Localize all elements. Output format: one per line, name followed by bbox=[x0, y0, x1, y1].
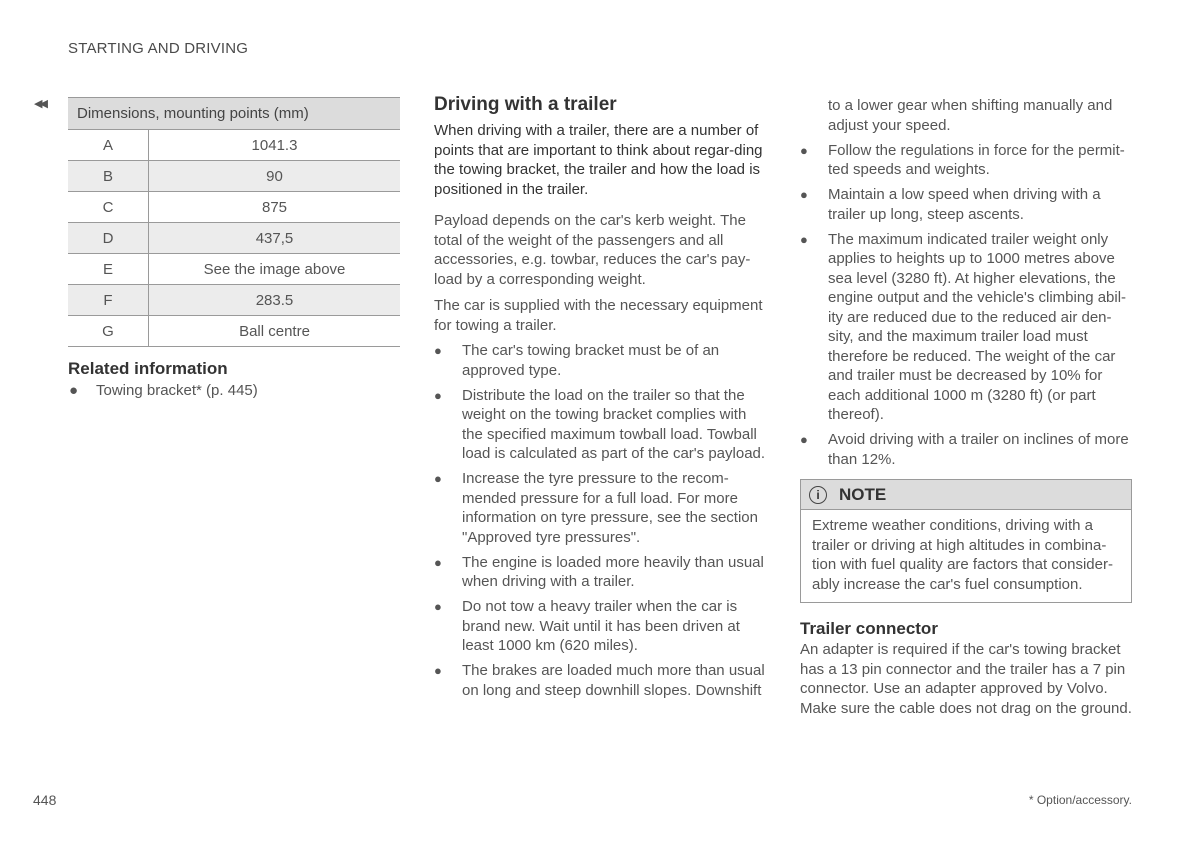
bullet-icon: ● bbox=[69, 382, 79, 399]
right-column bbox=[800, 96, 1132, 718]
table-row bbox=[68, 316, 400, 347]
payload-paragraph: Payload depends on the car's kerb weight. The total of the weight of the passengers and all accessories, e.g. towbar, reduces the car's pay-load by a corresponding weight. bbox=[434, 212, 751, 288]
related-info-title: Related information bbox=[68, 359, 228, 378]
page-number: 448 bbox=[33, 792, 57, 808]
row-key: G bbox=[68, 316, 149, 347]
list-item: ● The brakes are loaded much more than usual on long and steep downhill slopes. Downshift bbox=[434, 662, 765, 699]
table-row bbox=[68, 254, 400, 285]
bullet-icon: ● bbox=[434, 663, 442, 678]
row-key: B bbox=[68, 161, 149, 192]
bullet-icon: ● bbox=[800, 187, 808, 202]
equipment-paragraph: The car is supplied with the necessary equipment for towing a trailer. bbox=[434, 297, 763, 334]
row-value: 875 bbox=[149, 192, 401, 223]
table-row bbox=[68, 192, 400, 223]
section-header: STARTING AND DRIVING bbox=[68, 40, 249, 57]
left-column bbox=[68, 97, 400, 399]
section-title: Driving with a trailer bbox=[434, 94, 617, 115]
note-header bbox=[801, 480, 1131, 510]
info-icon: i bbox=[809, 486, 827, 504]
list-item: ● The maximum indicated trailer weight only applies to heights up to 1000 metres above sea level (3280 ft). At higher elevations, the engine output and the vehicle's climbing abil-ity are reduced due to the reduced air den-sity, and the maximum trailer load must therefore be reduced. The weight of the car and trailer must be decreased by 10% for each additional 1000 m (3280 ft) (or part thereof). bbox=[800, 230, 1127, 423]
trailer-connector-paragraph: An adapter is required if the car's towing bracket has a 13 pin connector and the trailer has a 7 pin connector. Use an adapter approved by Volvo. Make sure the cable does not drag on the ground. bbox=[800, 641, 1132, 717]
table-row bbox=[68, 161, 400, 192]
intro-paragraph: When driving with a trailer, there are a number of points that are important to think about regar-ding the towing bracket, the trailer and how the load is positioned in the trailer. bbox=[434, 122, 763, 198]
bullet-icon: ● bbox=[800, 231, 808, 247]
list-item: ● The engine is loaded more heavily than usual when driving with a trailer. bbox=[434, 553, 764, 590]
footnote: * Option/accessory. bbox=[1028, 793, 1132, 807]
bullet-icon: ● bbox=[800, 432, 808, 447]
related-link-towing-bracket[interactable] bbox=[68, 382, 400, 399]
list-item: ● The car's towing bracket must be of an approved type. bbox=[434, 342, 720, 379]
middle-column bbox=[434, 94, 768, 706]
bullet-icon: ● bbox=[434, 554, 442, 570]
note-body: Extreme weather conditions, driving with a trailer or driving at high altitudes in combina-tion with fuel quality are factors that consider-ably increase the car's fuel consumption. bbox=[812, 517, 1113, 593]
row-value: 1041.3 bbox=[149, 130, 401, 161]
list-item: ● Avoid driving with a trailer on inclines of more than 12%. bbox=[800, 431, 1129, 468]
bullet-icon: ● bbox=[434, 387, 442, 403]
list-item: ● Do not tow a heavy trailer when the car is brand new. Wait until it has been driven at least 1000 km (620 miles). bbox=[434, 598, 740, 654]
row-value: 437,5 bbox=[149, 223, 401, 254]
list-item: ● Increase the tyre pressure to the recom-mended pressure for a full load. For more information on tyre pressure, see the section "Approved tyre pressures". bbox=[434, 470, 758, 546]
dimensions-table bbox=[68, 97, 400, 347]
bullet-icon: ● bbox=[434, 599, 442, 614]
list-item: ● Follow the regulations in force for the permit-ted speeds and weights. bbox=[800, 141, 1125, 178]
note-box bbox=[800, 479, 1132, 603]
bullet-icon: ● bbox=[434, 471, 442, 486]
row-value: Ball centre bbox=[149, 316, 401, 347]
row-value: See the image above bbox=[149, 254, 401, 285]
row-key: A bbox=[68, 130, 149, 161]
table-row bbox=[68, 223, 400, 254]
table-row bbox=[68, 285, 400, 316]
back-arrow-icon[interactable]: ◀◀ bbox=[34, 98, 45, 110]
note-title: NOTE bbox=[839, 484, 887, 504]
row-value: 90 bbox=[149, 161, 401, 192]
row-key: E bbox=[68, 254, 149, 285]
row-key: F bbox=[68, 285, 149, 316]
list-item-continuation: to a lower gear when shifting manually and adjust your speed. bbox=[828, 97, 1113, 134]
bullet-icon: ● bbox=[434, 343, 442, 358]
table-row bbox=[68, 130, 400, 161]
list-item: ● Distribute the load on the trailer so that the weight on the towing bracket complies with the specified maximum towball load. Towball load is calculated as part of the car's payload. bbox=[434, 386, 766, 462]
row-key: D bbox=[68, 223, 149, 254]
bullet-icon: ● bbox=[800, 142, 808, 158]
list-item: ● Maintain a low speed when driving with a trailer up long, steep ascents. bbox=[800, 186, 1101, 223]
table-heading: Dimensions, mounting points (mm) bbox=[68, 98, 400, 130]
advice-list-continued bbox=[800, 141, 1132, 470]
advice-list bbox=[434, 341, 768, 700]
trailer-connector-title: Trailer connector bbox=[800, 619, 938, 638]
related-link-label: Towing bracket* (p. 445) bbox=[96, 382, 258, 399]
row-key: C bbox=[68, 192, 149, 223]
row-value: 283.5 bbox=[149, 285, 401, 316]
